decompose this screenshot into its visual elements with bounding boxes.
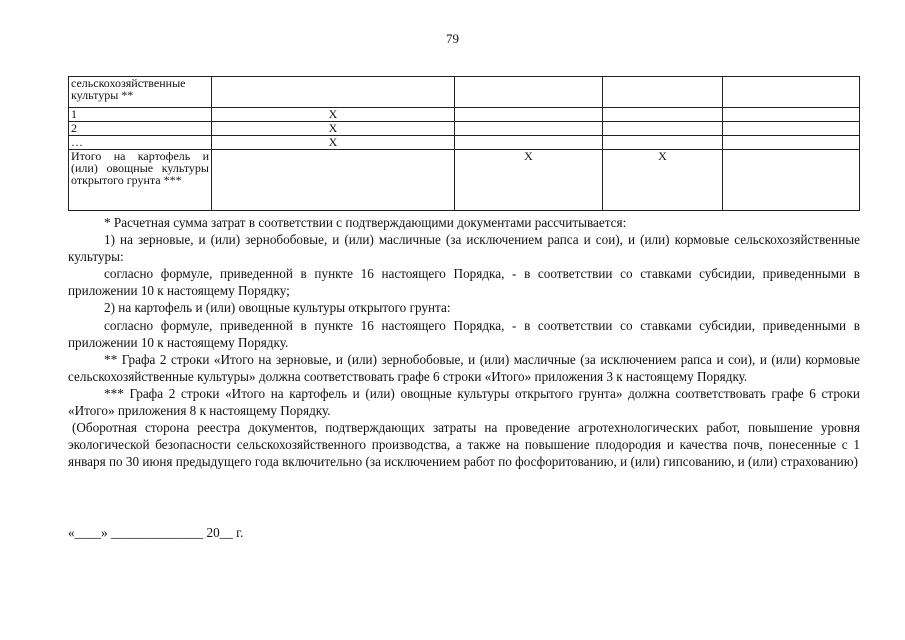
- table-row: [69, 108, 860, 122]
- table-cell-itogo-label: Итого на картофель и (или) овощные культуры открытого грунта ***: [69, 150, 212, 211]
- table-cell: [455, 122, 603, 136]
- table-cell: [603, 122, 723, 136]
- table-row: [69, 122, 860, 136]
- footnote-item-2-formula: согласно формуле, приведенной в пункте 16 настоящего Порядка, - в соответствии со ставками субсидии, приведенными в приложении 10 к настоящему Порядку.: [68, 317, 860, 350]
- table-cell-x-mark: X: [212, 108, 455, 122]
- footnote-item-1: 1) на зерновые, и (или) зернобобовые, и (или) масличные (за исключением рапса и сои), и (или) кормовые сельскохозяйственные культуры:: [68, 232, 860, 265]
- table-cell: [455, 108, 603, 122]
- table-cell: [723, 108, 860, 122]
- registry-table: [68, 76, 860, 211]
- footnotes: [68, 214, 860, 470]
- table-cell: [603, 108, 723, 122]
- table-cell-x-mark: X: [212, 136, 455, 150]
- table-cell-label: 1: [69, 108, 212, 122]
- table-cell: [723, 150, 860, 211]
- table-cell-label: …: [69, 136, 212, 150]
- footnote-item-1-formula: согласно формуле, приведенной в пункте 16 настоящего Порядка, - в соответствии со ставками субсидии, приведенными в приложении 10 к настоящему Порядку;: [68, 266, 860, 299]
- table-row-itogo: [69, 150, 860, 211]
- footnote-2: ** Графа 2 строки «Итого на зерновые, и (или) зернобобовые, и (или) масличные (за исключением рапса и сои), и (или) кормовые сельскохозяйственные культуры» должна соответствовать графе 6 строки «Итого» приложения 3 к настоящему Порядку.: [68, 351, 860, 384]
- table-cell: [455, 77, 603, 108]
- table-cell: [723, 122, 860, 136]
- table-cell: [603, 77, 723, 108]
- footnote-item-2: 2) на картофель и (или) овощные культуры открытого грунта:: [104, 300, 451, 316]
- table-cell-x-mark: X: [455, 150, 603, 211]
- footnote-3: *** Графа 2 строки «Итого на картофель и (или) овощные культуры открытого грунта» должна соответствовать графе 6 строки «Итого» приложения 8 к настоящему Порядку.: [68, 385, 860, 419]
- date-signature-line: «____» ______________ 20__ г.: [68, 525, 244, 540]
- page-number: 79: [446, 31, 459, 46]
- table-cell: [603, 136, 723, 150]
- footnote-1: * Расчетная сумма затрат в соответствии с подтверждающими документами рассчитывается:: [104, 215, 627, 230]
- table-cell: [212, 150, 455, 211]
- table-cell-x-mark: X: [212, 122, 455, 136]
- table-cell: [212, 77, 455, 108]
- table-row: [69, 136, 860, 150]
- table-cell-x-mark: X: [603, 150, 723, 211]
- table-cell: [723, 77, 860, 108]
- table-cell-label: 2: [69, 122, 212, 136]
- table-row: [69, 77, 860, 108]
- table-cell: [455, 136, 603, 150]
- table-cell-label: сельскохозяйственные культуры **: [69, 77, 212, 108]
- table-cell: [723, 136, 860, 150]
- reverse-side-note: (Оборотная сторона реестра документов, подтверждающих затраты на проведение агротехнологических работ, повышение уровня экологической безопасности сельскохозяйственного производства, а также на повышение плодородия и качества почв, понесенные с 1 января по 30 июня предыдущего года включительно (за исключением работ по фосфоритованию, и (или) гипсованию, и (или) страхованию): [68, 420, 860, 470]
